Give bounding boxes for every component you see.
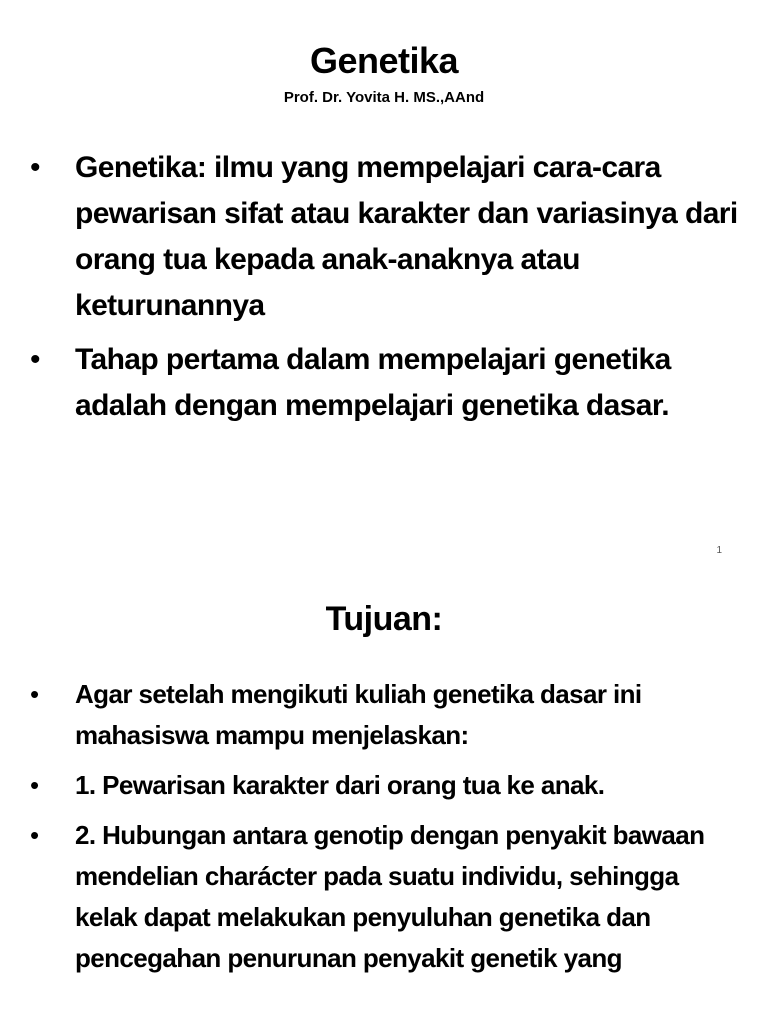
slide-title: Genetika xyxy=(309,40,459,81)
bullet-dot-icon: • xyxy=(30,151,40,184)
bullet-item xyxy=(28,765,740,806)
bullet-item xyxy=(28,815,740,979)
bullet-item xyxy=(28,145,740,329)
bullet-dot-icon: • xyxy=(30,770,39,800)
bullet-text: Genetika: ilmu yang mempelajari cara-cara pewarisan sifat atau karakter dan variasinya dari orang tua kepada anak-anaknya atau keturunannya xyxy=(75,151,738,322)
bullet-list xyxy=(28,145,740,437)
bullet-dot-icon: • xyxy=(30,820,39,850)
bullet-item xyxy=(28,337,740,429)
bullet-text: Tahap pertama dalam mempelajari genetika adalah dengan mempelajari genetika dasar. xyxy=(75,343,671,422)
slide-2 xyxy=(0,570,768,1024)
slide-title: Tujuan: xyxy=(325,600,443,638)
bullet-dot-icon: • xyxy=(30,679,39,709)
bullet-text: 1. Pewarisan karakter dari orang tua ke anak. xyxy=(75,770,605,800)
bullet-list xyxy=(28,674,740,988)
page-number: 1 xyxy=(716,545,722,556)
bullet-text: Agar setelah mengikuti kuliah genetika dasar ini mahasiswa mampu menjelaskan: xyxy=(75,679,642,750)
slide-subtitle-author: Prof. Dr. Yovita H. MS.,AAnd xyxy=(283,89,485,106)
bullet-dot-icon: • xyxy=(30,343,40,376)
bullet-item xyxy=(28,674,740,756)
bullet-text: 2. Hubungan antara genotip dengan penyakit bawaan mendelian charácter pada suatu individu, sehingga kelak dapat melakukan penyuluhan genetika dan pencegahan penurunan penyakit genetik yang xyxy=(75,820,705,973)
